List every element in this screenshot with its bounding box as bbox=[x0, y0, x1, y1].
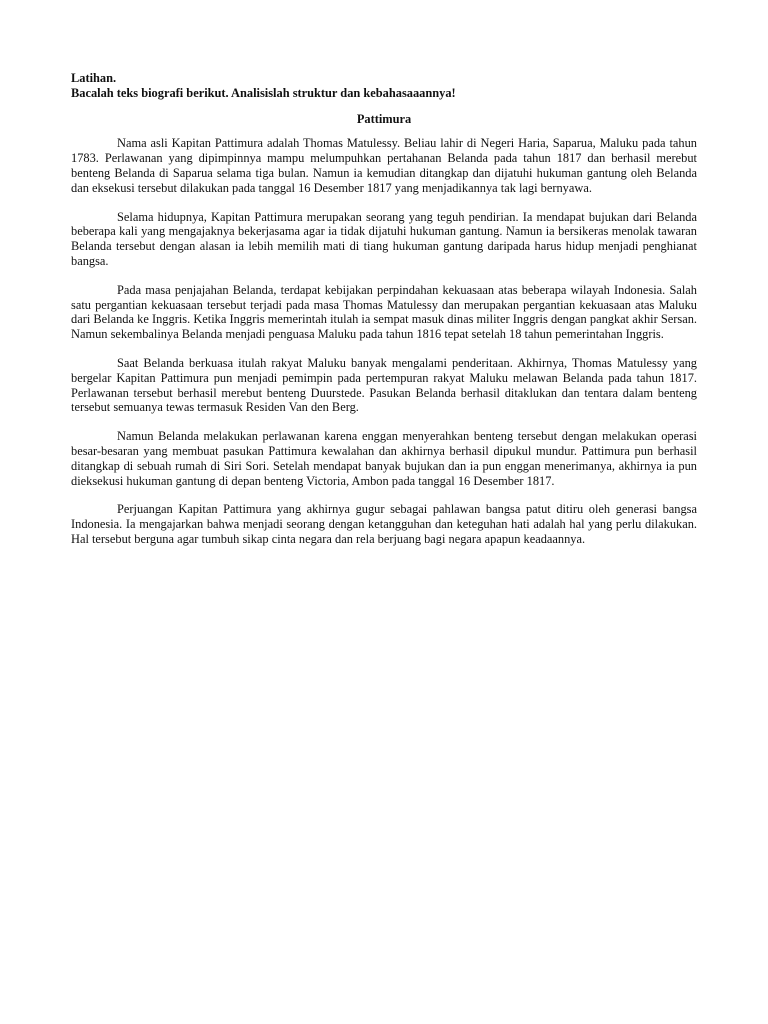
paragraph-4: Saat Belanda berkuasa itulah rakyat Maluku banyak mengalami penderitaan. Akhirnya, Thomas Matulessy yang bergelar Kapitan Pattimura pun menjadi pemimpin pada pertempuran rakyat Maluku melawan Belanda pada tahun 1817. Perlawanan tersebut berhasil merebut benteng Duurstede. Pasukan Belanda berhasil ditaklukan dan tentara dalam benteng tersebut semuanya tewas termasuk Residen Van den Berg. bbox=[71, 355, 697, 415]
document-page bbox=[71, 71, 697, 561]
exercise-label: Latihan. bbox=[71, 71, 117, 85]
exercise-instruction: Bacalah teks biografi berikut. Analisislah struktur dan kebahasaaannya! bbox=[71, 85, 456, 100]
article-title: Pattimura bbox=[356, 111, 412, 126]
paragraph-2: Selama hidupnya, Kapitan Pattimura merupakan seorang yang teguh pendirian. Ia mendapat bujukan dari Belanda beberapa kali yang mengajaknya bekerjasama agar ia tidak dijatuhi hukuman gantung. Namun ia bersikeras menolak tawaran Belanda tersebut dengan alasan ia lebih memilih mati di tiang hukuman gantung daripada harus hidup menjadi penghianat bangsa. bbox=[71, 209, 697, 268]
paragraph-1: Nama asli Kapitan Pattimura adalah Thomas Matulessy. Beliau lahir di Negeri Haria, Saparua, Maluku pada tahun 1783. Perlawanan yang dipimpinnya mampu melumpuhkan pertahanan Belanda pada tahun 1817 dan berhasil merebut benteng Belanda di Saparua selama tiga bulan. Namun ia kemudian ditangkap dan dijatuhi hukuman gantung oleh Belanda dan eksekusi tersebut dilakukan pada tanggal 16 Desember 1817 yang menjadikannya tak lagi bernyawa. bbox=[71, 136, 697, 195]
paragraph-6: Perjuangan Kapitan Pattimura yang akhirnya gugur sebagai pahlawan bangsa patut ditiru oleh generasi bangsa Indonesia. Ia mengajarkan bahwa menjadi seorang dengan ketangguhan dan keteguhan hati adalah hal yang perlu dilakukan. Hal tersebut berguna agar tumbuh sikap cinta negara dan rela berjuang bagi negara apapun keadaannya. bbox=[71, 502, 697, 546]
paragraph-3: Pada masa penjajahan Belanda, terdapat kebijakan perpindahan kekuasaan atas beberapa wilayah Indonesia. Salah satu pergantian kekuasaan tersebut terjadi pada masa Thomas Matulessy dan merupakan pergantian kekuasaan atas Maluku dari Belanda ke Inggris. Ketika Inggris memerintah itulah ia sempat masuk dinas militer Inggris dengan pangkat akhir Sersan. Namun sekembalinya Belanda menjadi penguasa Maluku pada tahun 1816 tepat setelah 18 tahun pemerintahan Inggris. bbox=[71, 282, 697, 342]
paragraph-5: Namun Belanda melakukan perlawanan karena enggan menyerahkan benteng tersebut dengan melakukan operasi besar-besaran yang membuat pasukan Pattimura kewalahan dan akhirnya berhasil dipukul mundur. Pattimura pun berhasil ditangkap di sebuah rumah di Siri Sori. Setelah mendapat banyak bujukan dan ia pun enggan menerimanya, akhirnya ia pun dieksekusi hukuman gantung di depan benteng Victoria, Ambon pada tanggal 16 Desember 1817. bbox=[71, 429, 697, 488]
